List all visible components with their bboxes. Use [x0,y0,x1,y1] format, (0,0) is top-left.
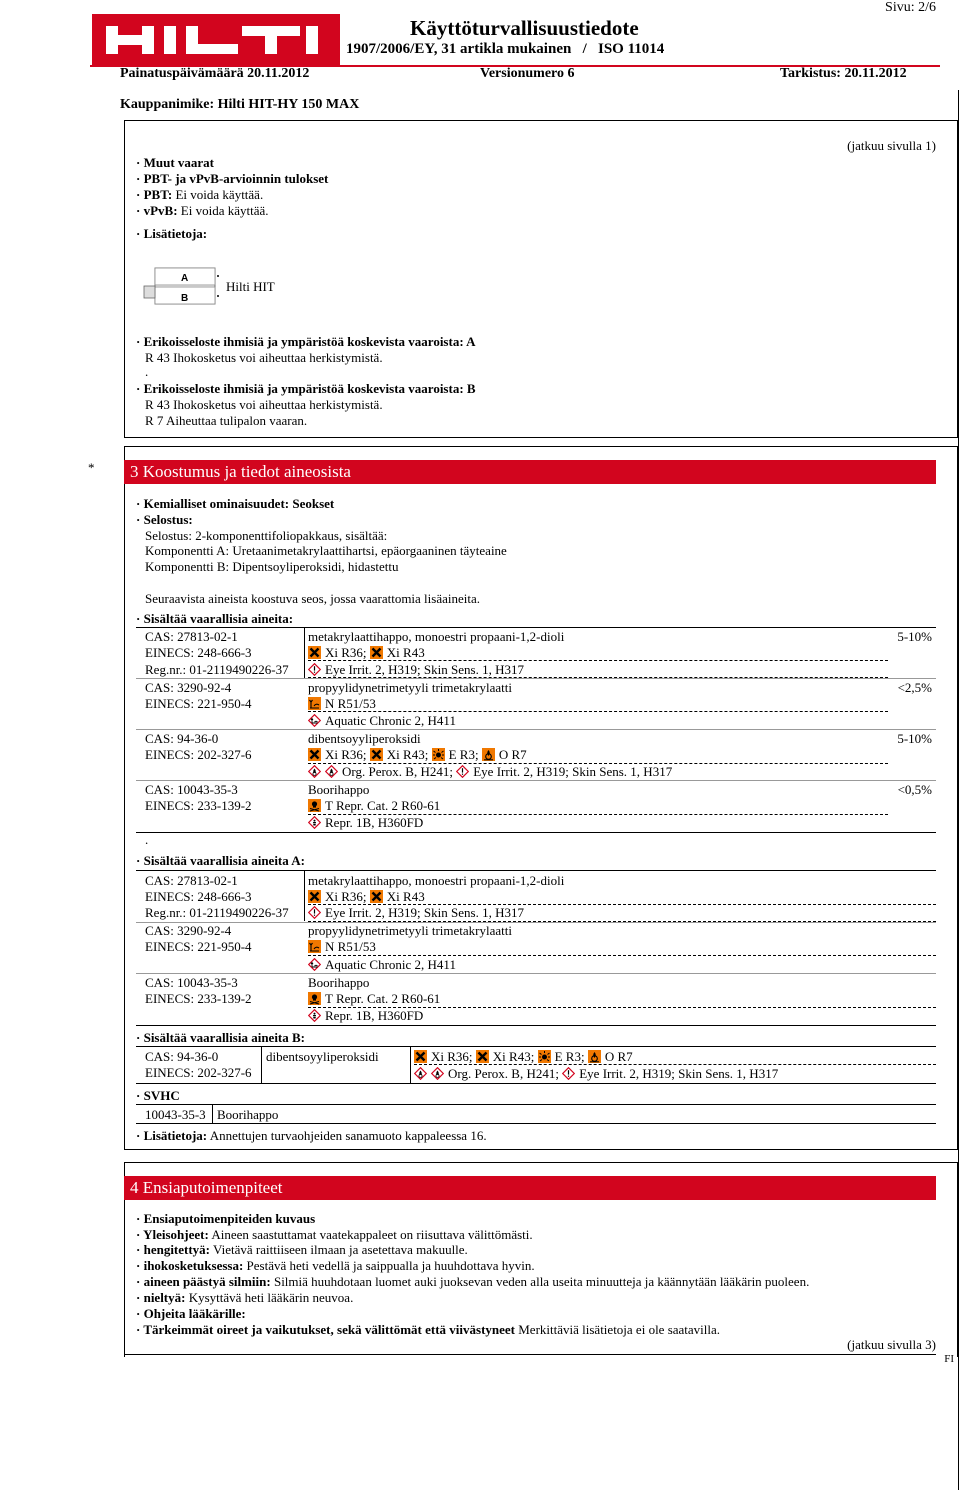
chem-properties: · Kemialliset ominaisuudet: Seokset [136,496,335,511]
t2-ec: EINECS: 221-950-4 [145,696,252,711]
a2-name: propyylidynetrimetyyli trimetakrylaatti [308,923,512,938]
revision-date: Tarkistus: 20.11.2012 [780,66,907,81]
sec3-additional-text: Annettujen turvaohjeiden sanamuoto kappaleessa 16. [209,1128,487,1143]
b1-ec: EINECS: 202-327-6 [145,1065,252,1080]
row-rule [136,922,936,923]
environment-diamond-icon [308,714,321,727]
environment-diamond-icon [308,958,321,971]
a2-c2: Aquatic Chronic 2, H411 [325,957,456,972]
t3-cas: CAS: 94-36-0 [145,731,219,746]
hazardous-a-heading: · Sisältää vaarallisia aineita A: [136,853,306,868]
page-number: Sivu: 2/6 [885,0,936,15]
col-rule [212,1105,213,1123]
symptoms-text: Merkittäviä lisätietoja ei ole saatavilla. [518,1322,721,1337]
toxic-skull-icon [308,992,321,1005]
r7-b: R 7 Aiheuttaa tulipalon vaaran. [145,413,308,428]
t1-reg: Reg.nr.: 01-2119490226-37 [145,662,289,677]
section3-title: 3 Koostumus ja tiedot aineosista [124,460,936,484]
svhc-cas: 10043-35-3 [145,1107,206,1122]
print-date: Painatuspäivämäärä 20.11.2012 [120,66,310,81]
a1-c1b: Xi R43 [386,889,425,904]
explosive-icon [432,748,445,761]
t3-c1b: Xi R43; [386,747,429,762]
t1-c1: Xi R36; [325,645,367,660]
t1-cas: CAS: 27813-02-1 [145,629,238,644]
t3-pct: 5-10% [897,731,932,746]
a2-class2 [308,957,456,973]
cartridge-icon [142,266,222,306]
special-hazards-a: · Erikoisseloste ihmisiä ja ympäristöä koskevista vaaroista: A [136,334,476,349]
t1-c1b: Xi R43 [386,645,425,660]
table-top-rule [136,1046,936,1047]
skin-contact-label: · ihokosketuksessa: [136,1258,244,1273]
a2-cas: CAS: 3290-92-4 [145,923,232,938]
oxidizing-icon [588,1050,601,1063]
first-aid-description: · Ensiaputoimenpiteiden kuvaus [136,1211,316,1226]
general-advice-text: Aineen saastuttamat vaatekappaleet on riisuttava välittömästi. [211,1227,533,1242]
b1-class1 [414,1049,633,1065]
other-hazards: · Muut vaarat [136,155,214,170]
b1-c1b: Xi R43; [492,1049,535,1064]
explosive-icon [538,1050,551,1063]
t4-c2: Repr. 1B, H360FD [325,815,424,830]
doc-subtitle: 1907/2006/EY, 31 artikla mukainen / ISO 11014 [346,41,665,57]
hilti-hit-label: Hilti HIT [226,279,275,294]
b1-c1c: E R3; [554,1049,585,1064]
a1-c2: Eye Irrit. 2, H319; Skin Sens. 1, H317 [325,905,524,920]
a1-class2 [308,905,524,921]
inhalation-label: · hengitettyä: [136,1242,211,1257]
cartridge-label-b: B [181,293,189,304]
t3-c1: Xi R36; [325,747,367,762]
dot-separator: . [145,364,149,379]
section4-title: 4 Ensiaputoimenpiteet [124,1176,936,1200]
col-rule [304,871,305,921]
b1-c2b: Eye Irrit. 2, H319; Skin Sens. 1, H317 [579,1066,779,1081]
sec3-additional [136,1128,487,1144]
t1-name: metakrylaattihappo, monoestri propaani-1,2-dioli [308,629,565,644]
harmful-cross-icon [308,890,321,903]
continued-from: (jatkuu sivulla 1) [847,138,936,153]
version-number: Versionumero 6 [480,66,575,81]
t4-ec: EINECS: 233-139-2 [145,798,252,813]
a1-class1 [308,889,425,905]
symptoms [136,1322,720,1338]
vpvb-value: Ei voida käyttää. [180,203,269,218]
general-advice-label: · Yleisohjeet: [136,1227,209,1242]
col-rule [304,628,305,678]
b1-class2 [414,1066,778,1082]
skin-contact [136,1258,535,1274]
t4-pct: <0,5% [897,782,932,797]
ingestion [136,1290,353,1306]
environment-icon [308,697,321,710]
a3-name: Boorihappo [308,975,370,990]
description-heading: · Selostus: [136,512,193,527]
cartridge-label-a: A [181,273,189,284]
flame-diamond-icon [325,765,338,778]
a2-ec: EINECS: 221-950-4 [145,939,252,954]
exclamation-diamond-icon [456,765,469,778]
explosive-diamond-icon [308,765,321,778]
t3-class2 [308,764,672,780]
t1-ec: EINECS: 248-666-3 [145,645,252,660]
table-bottom-rule [136,1083,936,1084]
a2-c1: N R51/53 [325,939,376,954]
a3-cas: CAS: 10043-35-3 [145,975,238,990]
t2-class2 [308,713,456,729]
row-rule [136,729,936,730]
t3-name: dibentsoyyliperoksidi [308,731,421,746]
table-top-rule [136,870,936,871]
b1-cas: CAS: 94-36-0 [145,1049,219,1064]
a1-c1: Xi R36; [325,889,367,904]
row-rule [136,780,936,781]
sec3-additional-label: · Lisätietoja: [136,1128,208,1143]
a3-c1: T Repr. Cat. 2 R60-61 [325,991,441,1006]
physician-notes: · Ohjeita lääkärille: [136,1306,246,1321]
dash-rule [308,711,888,712]
t2-c2: Aquatic Chronic 2, H411 [325,713,456,728]
hilti-logo [92,14,340,66]
additional-info-heading: · Lisätietoja: [136,226,208,241]
dot-separator-2: . [145,832,149,847]
environment-icon [308,940,321,953]
harmful-cross-icon [370,748,383,761]
t3-c2b: Eye Irrit. 2, H319; Skin Sens. 1, H317 [473,764,673,779]
health-hazard-icon [308,1009,321,1022]
table-bottom-rule [136,1025,936,1026]
svhc-rule [136,1104,936,1105]
hazardous-b-heading: · Sisältää vaarallisia aineita B: [136,1030,306,1045]
t4-class1 [308,798,440,814]
t4-c1: T Repr. Cat. 2 R60-61 [325,798,441,813]
svhc-name: Boorihappo [217,1107,279,1122]
exclamation-diamond-icon [308,906,321,919]
exclamation-diamond-icon [308,663,321,676]
dash-rule [414,1064,936,1065]
t2-pct: <2,5% [897,680,932,695]
change-marker: * [88,460,95,475]
harmful-cross-icon [308,748,321,761]
description-text: Selostus: 2-komponenttifoliopakkaus, sisältää: [145,528,388,543]
b1-c1d: O R7 [604,1049,633,1064]
flame-diamond-icon [431,1067,444,1080]
t1-class2 [308,662,524,678]
t4-cas: CAS: 10043-35-3 [145,782,238,797]
t3-c1c: E R3; [448,747,479,762]
toxic-skull-icon [308,799,321,812]
a3-class1 [308,991,440,1007]
r43-a: R 43 Ihokosketus voi aiheuttaa herkistymistä. [145,350,383,365]
harmful-cross-icon [414,1050,427,1063]
t2-class1 [308,696,376,712]
col-rule [261,1047,262,1083]
b1-name: dibentsoyyliperoksidi [266,1049,379,1064]
a2-class1 [308,939,376,955]
a1-ec: EINECS: 248-666-3 [145,889,252,904]
eye-contact-text: Silmiä huuhdotaan luomet auki juoksevan veden alla useita minuutteja ja käännytään lääkärin puoleen. [273,1274,810,1289]
inhalation-text: Vietävä raittiiseen ilmaan ja asetettava makuulle. [213,1242,468,1257]
col-rule [410,1047,411,1083]
harmful-cross-icon [370,646,383,659]
t1-class1 [308,645,425,661]
t3-c2: Org. Perox. B, H241; [342,764,453,779]
vpvb-line: · vPvB: Ei voida käyttää. [136,203,269,218]
svhc-bottom-rule [136,1123,936,1124]
a3-class2 [308,1008,423,1024]
ingestion-text: Kysyttävä heti lääkärin neuvoa. [188,1290,354,1305]
a1-cas: CAS: 27813-02-1 [145,873,238,888]
mixture-note: Seuraavista aineista koostuva seos, jossa vaarattomia lisäaineita. [145,591,481,606]
t4-class2 [308,815,423,831]
hazardous-heading: · Sisältää vaarallisia aineita: [136,611,294,626]
row-rule [136,678,936,679]
continued-to: (jatkuu sivulla 3) [847,1337,936,1352]
language-code: FI [944,1353,954,1365]
t3-c1d: O R7 [498,747,527,762]
inhalation [136,1242,468,1258]
pbt-line: · PBT: Ei voida käyttää. [136,187,264,202]
special-hazards-b: · Erikoisseloste ihmisiä ja ympäristöä koskevista vaaroista: B [136,381,476,396]
harmful-cross-icon [308,646,321,659]
component-a: Komponentti A: Uretaanimetakrylaattihartsi, epäorgaaninen täyteaine [145,543,507,558]
table-bottom-rule [136,832,936,833]
a1-name: metakrylaattihappo, monoestri propaani-1,2-dioli [308,873,565,888]
exclamation-diamond-icon [562,1067,575,1080]
component-b: Komponentti B: Dipentsoyliperoksidi, hidastettu [145,559,399,574]
a1-reg: Reg.nr.: 01-2119490226-37 [145,905,289,920]
table-top-rule [136,627,936,628]
general-advice [136,1227,533,1243]
t1-c2: Eye Irrit. 2, H319; Skin Sens. 1, H317 [325,662,524,677]
footer-rule [124,1354,936,1355]
b1-c2: Org. Perox. B, H241; [448,1066,559,1081]
t2-c1: N R51/53 [325,696,376,711]
skin-contact-text: Pestävä heti vedellä ja saippualla ja huuhdottava hyvin. [246,1258,535,1273]
row-rule [136,973,936,974]
symptoms-label: · Tärkeimmät oireet ja vaikutukset, sekä välittömät että viivästyneet [136,1322,515,1337]
right-margin-rule [958,90,959,1490]
trade-name: Kauppanimike: Hilti HIT-HY 150 MAX [120,97,360,112]
t1-pct: 5-10% [897,629,932,644]
a3-c2: Repr. 1B, H360FD [325,1008,424,1023]
pbt-value: Ei voida käyttää. [175,187,264,202]
t2-cas: CAS: 3290-92-4 [145,680,232,695]
ingestion-label: · nieltyä: [136,1290,186,1305]
eye-contact [136,1274,809,1290]
b1-c1: Xi R36; [431,1049,473,1064]
t2-name: propyylidynetrimetyyli trimetakrylaatti [308,680,512,695]
explosive-diamond-icon [414,1067,427,1080]
t3-class1 [308,747,527,763]
oxidizing-icon [482,748,495,761]
doc-title: Käyttöturvallisuustiedote [410,16,639,40]
dash-rule [308,955,936,956]
t4-name: Boorihappo [308,782,370,797]
a3-ec: EINECS: 233-139-2 [145,991,252,1006]
harmful-cross-icon [370,890,383,903]
eye-contact-label: · aineen päästyä silmiin: [136,1274,271,1289]
r43-b: R 43 Ihokosketus voi aiheuttaa herkistymistä. [145,397,383,412]
health-hazard-icon [308,816,321,829]
t3-ec: EINECS: 202-327-6 [145,747,252,762]
pbt-heading: · PBT- ja vPvB-arvioinnin tulokset [136,171,329,186]
dash-rule [308,660,888,661]
svhc-heading: · SVHC [136,1088,180,1103]
harmful-cross-icon [476,1050,489,1063]
